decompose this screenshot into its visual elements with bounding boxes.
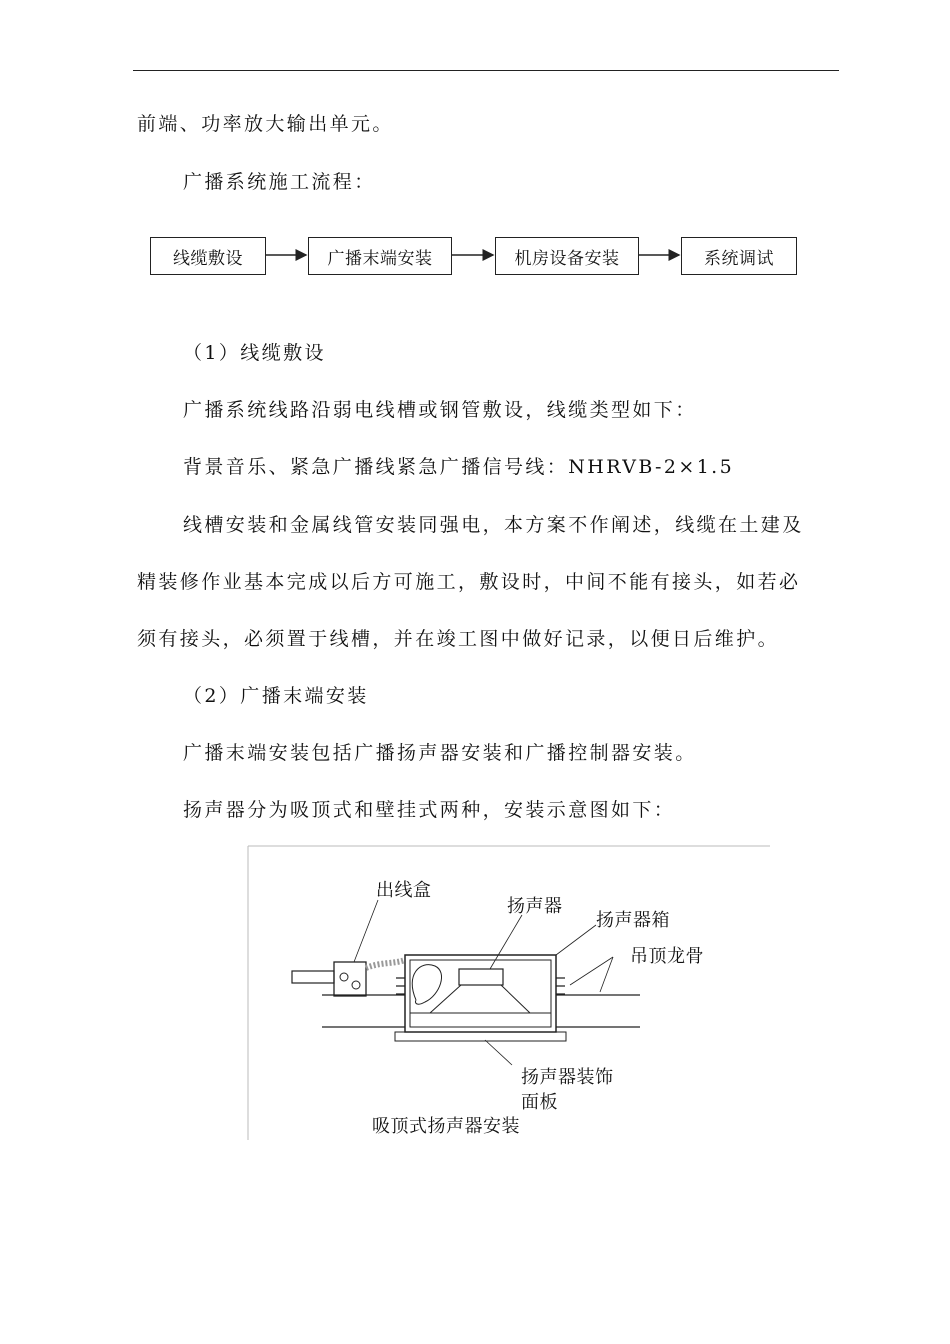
paragraph-text: 扬声器分为吸顶式和壁挂式两种，安装示意图如下： [183,799,676,821]
paragraph-text: 精装修作业基本完成以后方可施工，敷设时，中间不能有接头，如若必 [137,571,801,593]
flow-step-system-debug: 系统调试 [681,237,797,275]
label-ceiling-keel: 吊顶龙骨 [630,946,704,967]
paragraph-text: 广播系统线路沿弱电线槽或钢管敷设，线缆类型如下： [183,399,697,421]
bracket-right [556,978,565,994]
leader-outlet-box [354,900,378,962]
figure-caption: 吸顶式扬声器安装 [372,1116,520,1137]
outlet-box [334,962,366,996]
decorative-panel [395,1032,566,1041]
section-heading: （1）线缆敷设 [183,342,326,364]
label-outlet-box: 出线盒 [376,880,432,901]
flow-step-room-equipment: 机房设备安装 [495,237,639,275]
speaker-cone-line [430,985,461,1013]
paragraph-text: 背景音乐、紧急广播线紧急广播信号线：NHRVB-2×1.5 [183,456,735,478]
leader-keel [600,957,613,992]
speaker-cone-line [501,985,530,1013]
outlet-knockout [352,981,360,989]
paragraph-text: 广播末端安装包括广播扬声器安装和广播控制器安装。 [183,742,697,764]
label-decorative-panel-cont: 面板 [521,1092,558,1113]
speaker-icon [459,969,503,985]
speaker-box [405,955,556,1032]
label-decorative-panel: 扬声器装饰 [521,1067,614,1088]
label-speaker-box: 扬声器箱 [596,910,670,931]
speaker-box-inner [410,960,551,1027]
paragraph-text: 前端、功率放大输出单元。 [137,113,394,135]
outlet-knockout [340,973,348,981]
flow-step-terminal-install: 广播末端安装 [308,237,452,275]
label-speaker: 扬声器 [507,896,563,917]
cable-loop [412,965,441,1005]
flow-step-cabling: 线缆敷设 [150,237,266,275]
paragraph-text: 线槽安装和金属线管安装同强电，本方案不作阐述，线缆在土建及 [183,514,804,536]
paragraph-text: 须有接头，必须置于线槽，并在竣工图中做好记录，以便日后维护。 [137,628,780,650]
paragraph-text: 广播系统施工流程： [183,171,376,193]
leader-speaker [490,915,522,969]
leader-speaker-box [556,925,596,955]
leader-panel [485,1040,512,1065]
bracket-left [396,978,405,994]
conduit-pipe [292,971,334,983]
leader-keel [570,957,613,985]
flexible-conduit [366,960,405,968]
section-heading: （2）广播末端安装 [183,685,369,707]
